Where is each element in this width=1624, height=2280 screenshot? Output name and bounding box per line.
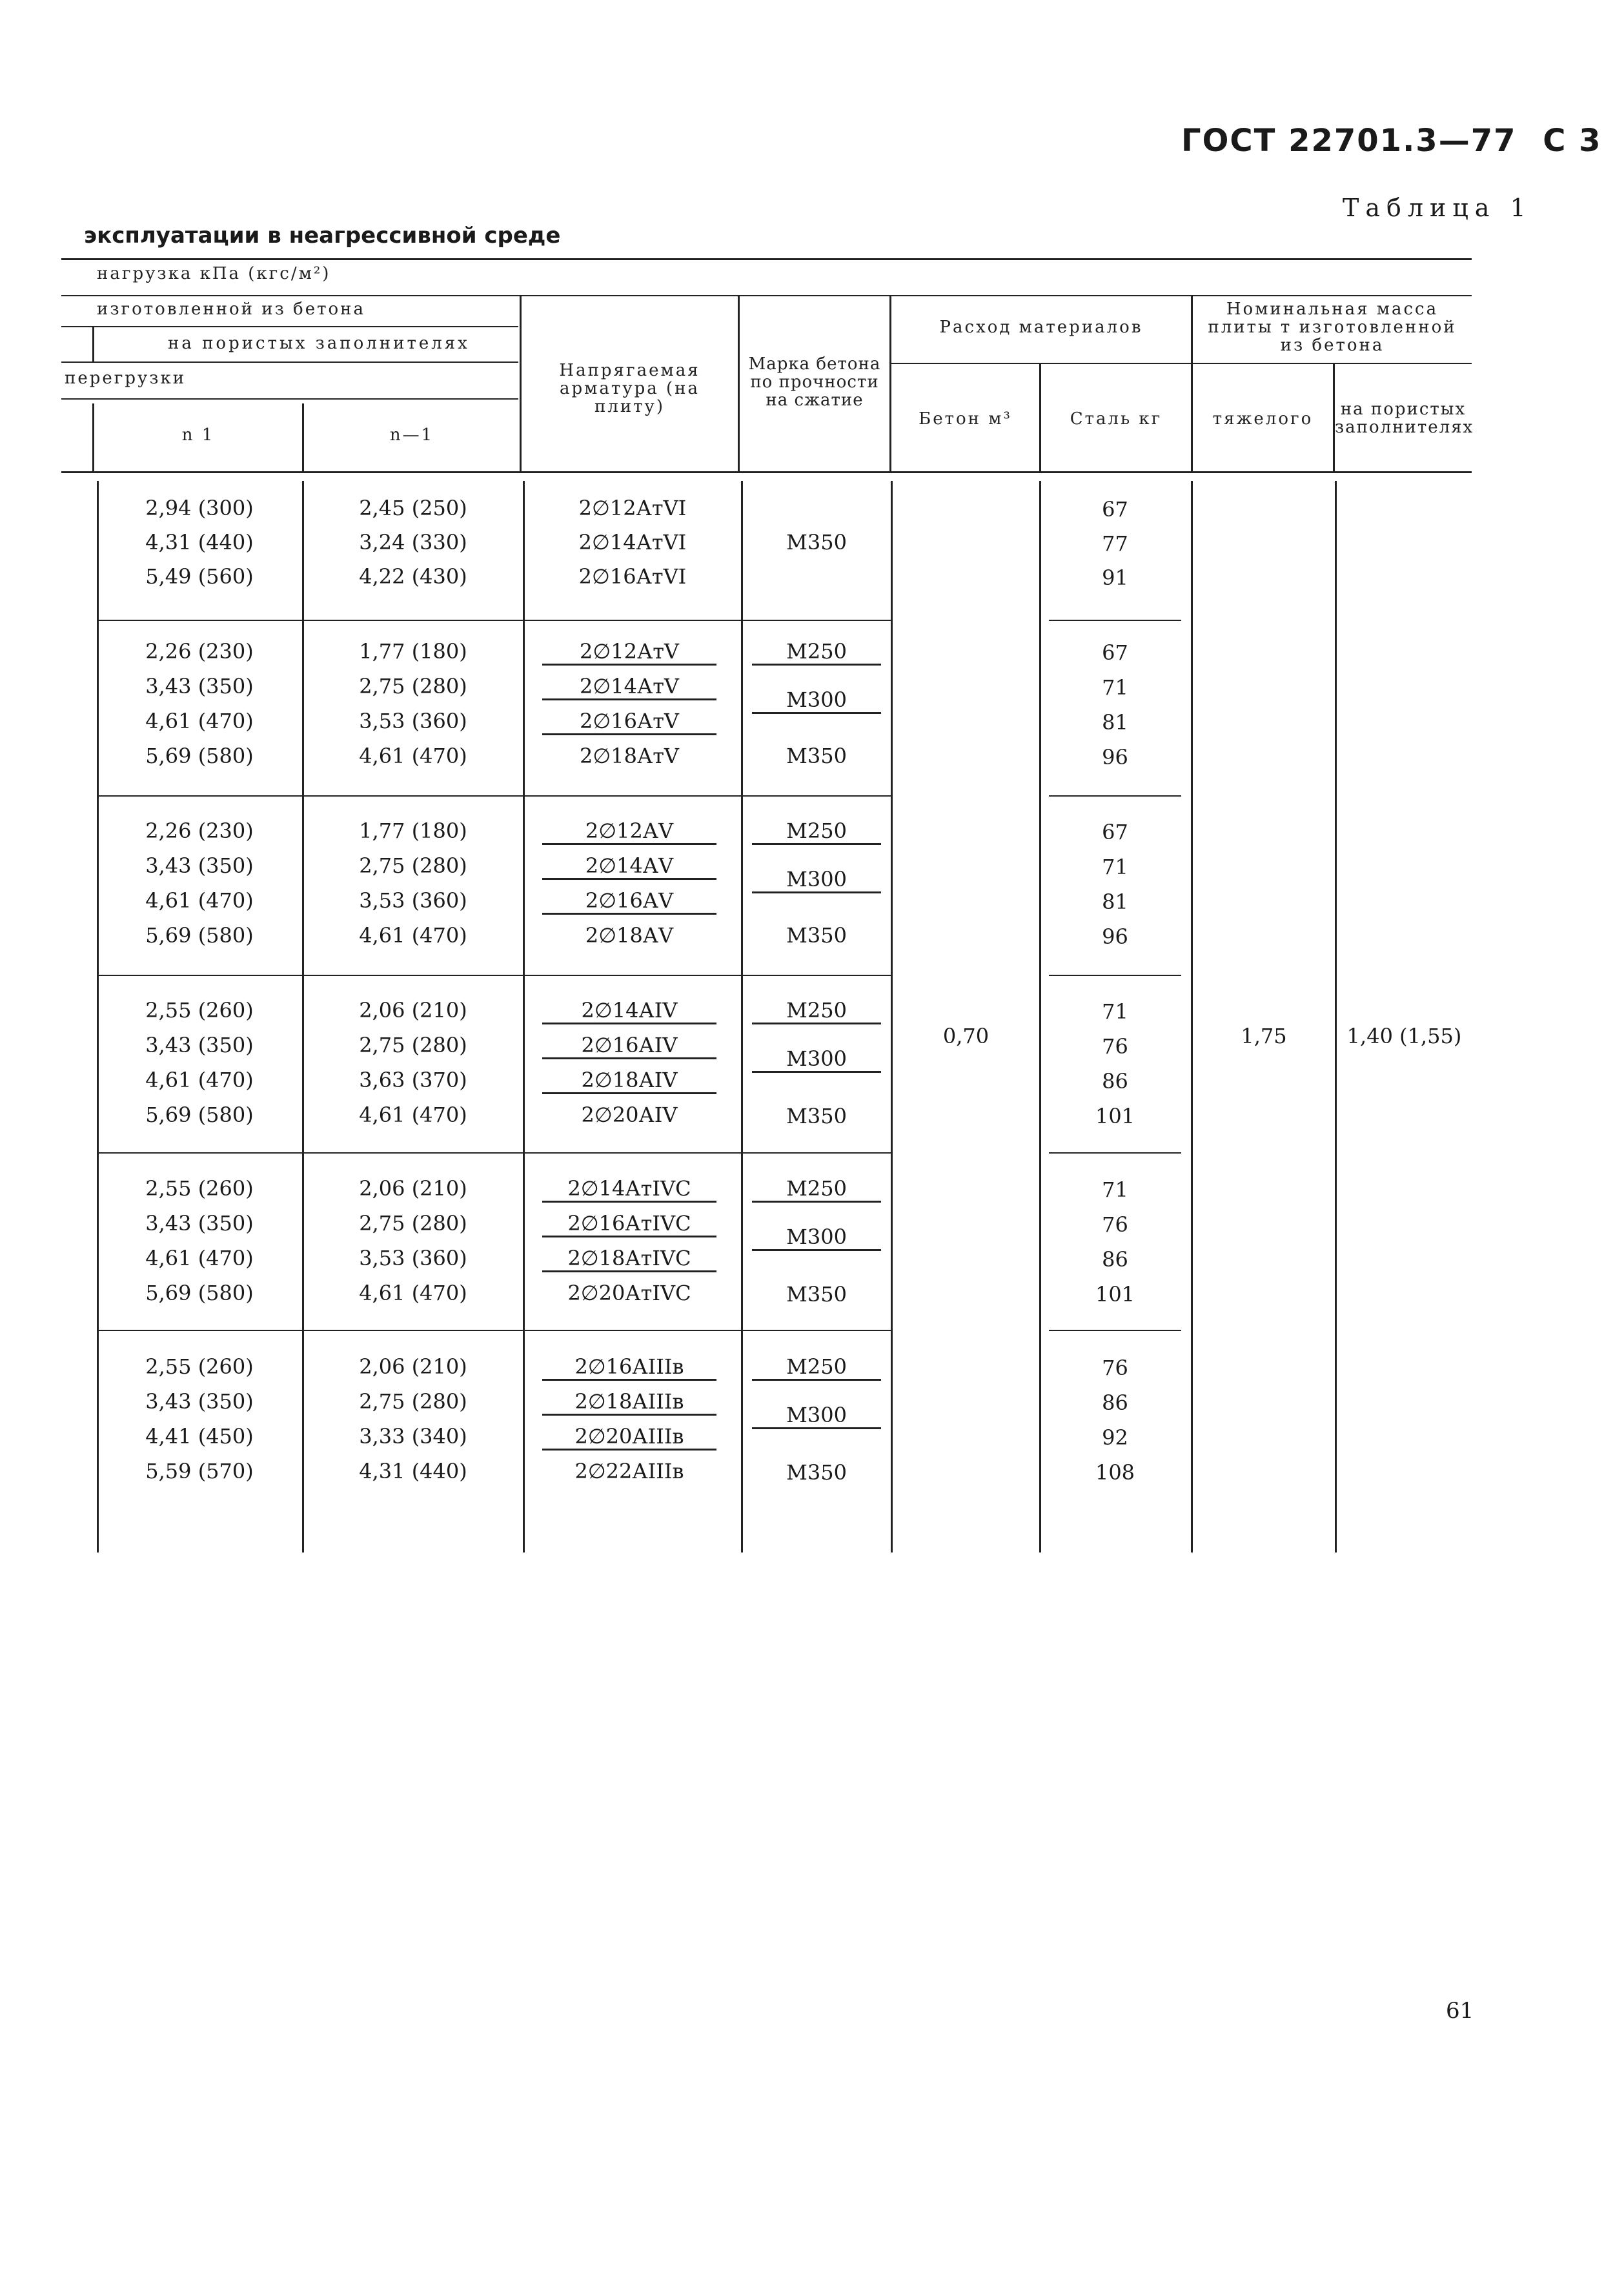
- group-separator: [97, 975, 891, 976]
- hdr-rebar: Напрягаемая арматура (на плиту): [559, 361, 700, 416]
- hdr-concrete-m3: Бетон м³: [919, 409, 1012, 429]
- cell-grade: М250: [752, 998, 881, 1024]
- cell-steel: 108: [1095, 1460, 1135, 1485]
- cell-steel: 76: [1102, 1212, 1128, 1237]
- cell-n1: 3,43 (350): [145, 1033, 254, 1057]
- cell-n0: 4,31 (440): [359, 1459, 467, 1483]
- cell-grade: М350: [786, 530, 847, 555]
- cell-rebar: 2∅18АтV: [580, 744, 679, 768]
- cell-n0: 2,45 (250): [359, 496, 467, 520]
- cell-n0: 3,33 (340): [359, 1424, 467, 1449]
- cell-rebar: 2∅16АтV: [542, 709, 716, 735]
- cell-grade: М350: [786, 1282, 847, 1307]
- cell-n1: 5,59 (570): [145, 1459, 254, 1483]
- cell-rebar: 2∅20АIIIв: [542, 1424, 716, 1450]
- cell-rebar: 2∅12АV: [542, 819, 716, 845]
- cell-n1: 2,94 (300): [145, 496, 254, 520]
- cell-n1: 4,61 (470): [145, 1068, 254, 1092]
- header-bottom-rule: [61, 471, 1472, 473]
- cell-n1: 4,41 (450): [145, 1424, 254, 1449]
- cell-steel: 81: [1102, 710, 1128, 735]
- cell-n0: 2,75 (280): [359, 1211, 467, 1236]
- cell-grade: М250: [752, 819, 881, 845]
- cell-steel: 96: [1102, 924, 1128, 949]
- cell-rebar: 2∅14АтVI: [578, 530, 687, 555]
- table-label: Таблица 1: [1343, 194, 1532, 222]
- cell-n0: 2,06 (210): [359, 1176, 467, 1201]
- shared-mass-heavy: 1,75: [1241, 1024, 1287, 1048]
- cell-steel: 81: [1102, 890, 1128, 914]
- cell-n0: 2,75 (280): [359, 674, 467, 698]
- cell-rebar: 2∅14АтV: [542, 674, 716, 700]
- cell-grade: М300: [752, 687, 881, 714]
- cell-grade: М300: [752, 1403, 881, 1429]
- cell-steel: 86: [1102, 1069, 1128, 1094]
- cell-grade: М350: [786, 1460, 847, 1485]
- cell-steel: 67: [1102, 640, 1128, 665]
- cell-steel: 77: [1102, 531, 1128, 556]
- cell-steel: 76: [1102, 1356, 1128, 1380]
- cell-rebar: 2∅16АIIIв: [542, 1354, 716, 1381]
- cell-n1: 4,61 (470): [145, 709, 254, 733]
- cell-rebar: 2∅20АIV: [581, 1103, 678, 1127]
- group-separator-steel: [1049, 1330, 1181, 1331]
- cell-n1: 3,43 (350): [145, 853, 254, 878]
- cell-rebar: 2∅12АтVI: [578, 496, 687, 520]
- body-vline-8: [1335, 481, 1337, 1552]
- cell-rebar: 2∅18АтIVС: [542, 1246, 716, 1272]
- cell-rebar: 2∅16АтVI: [578, 564, 687, 589]
- hdr-n-minus-1: n—1: [389, 425, 434, 445]
- cell-rebar: 2∅20АтIVС: [567, 1281, 691, 1305]
- body-vline-5: [891, 481, 893, 1552]
- shared-mass-porous: 1,40 (1,55): [1346, 1024, 1462, 1048]
- cell-rebar: 2∅14АIV: [542, 998, 716, 1024]
- cell-n1: 2,55 (260): [145, 1176, 254, 1201]
- cell-n0: 3,24 (330): [359, 530, 467, 555]
- doc-id: ГОСТ 22701.3—77: [1181, 123, 1517, 159]
- group-separator-steel: [1049, 975, 1181, 976]
- hdr-heavy: тяжелого: [1212, 409, 1314, 429]
- cell-n1: 5,69 (580): [145, 1281, 254, 1305]
- cell-n0: 4,61 (470): [359, 744, 467, 768]
- cell-n0: 2,06 (210): [359, 1354, 467, 1379]
- cell-n0: 4,22 (430): [359, 564, 467, 589]
- cell-n1: 4,61 (470): [145, 1246, 254, 1270]
- body-vline-7: [1191, 481, 1193, 1552]
- cell-steel: 86: [1102, 1390, 1128, 1415]
- cell-n1: 4,31 (440): [145, 530, 254, 555]
- cell-n1: 5,49 (560): [145, 564, 254, 589]
- cell-steel: 86: [1102, 1247, 1128, 1272]
- cell-rebar: 2∅14АV: [542, 853, 716, 880]
- group-separator: [97, 620, 891, 621]
- hdr-porous-fillers: на пористых заполнителях: [168, 334, 470, 353]
- cell-n0: 3,63 (370): [359, 1068, 467, 1092]
- hdr-porous: на пористых заполнителях: [1335, 400, 1474, 437]
- header-rule-3: [61, 326, 518, 327]
- cell-n0: 3,53 (360): [359, 1246, 467, 1270]
- cell-grade: М350: [786, 923, 847, 948]
- hdr-overload: перегрузки: [65, 369, 187, 388]
- cell-n1: 4,61 (470): [145, 888, 254, 913]
- cell-n1: 2,26 (230): [145, 819, 254, 843]
- cell-n1: 3,43 (350): [145, 674, 254, 698]
- cell-steel: 67: [1102, 497, 1128, 522]
- cell-n0: 3,53 (360): [359, 709, 467, 733]
- group-separator-steel: [1049, 1152, 1181, 1154]
- page-ref: С 3: [1543, 123, 1602, 159]
- page-number: 61: [1446, 1998, 1474, 2024]
- header-rule-4: [61, 361, 518, 363]
- cell-n0: 4,61 (470): [359, 1281, 467, 1305]
- hdr-nominal-mass: Номинальная масса плиты т изготовленной из бетона: [1208, 300, 1457, 355]
- cell-grade: М300: [752, 1046, 881, 1073]
- cell-n1: 2,26 (230): [145, 639, 254, 664]
- cell-grade: М250: [752, 1354, 881, 1381]
- cell-grade: М350: [786, 1104, 847, 1128]
- hdr-made-from-concrete: изготовленной из бетона: [97, 300, 365, 319]
- cell-rebar: 2∅14АтIVС: [542, 1176, 716, 1203]
- cell-grade: М250: [752, 1176, 881, 1203]
- header-rule-5: [61, 398, 518, 400]
- page-header: [1181, 123, 1602, 159]
- cell-steel: 71: [1102, 999, 1128, 1024]
- cell-rebar: 2∅18АIV: [542, 1068, 716, 1094]
- cell-rebar: 2∅16АтIVС: [542, 1211, 716, 1237]
- cell-steel: 91: [1102, 565, 1128, 590]
- group-separator: [97, 1152, 891, 1154]
- cell-steel: 71: [1102, 855, 1128, 879]
- body-vline-4: [741, 481, 743, 1552]
- cell-n0: 2,75 (280): [359, 1033, 467, 1057]
- cell-rebar: 2∅12АтV: [542, 639, 716, 666]
- cell-n1: 5,69 (580): [145, 1103, 254, 1127]
- cell-n0: 4,61 (470): [359, 1103, 467, 1127]
- header-vline-a: [92, 326, 94, 361]
- cell-n0: 1,77 (180): [359, 819, 467, 843]
- group-separator-steel: [1049, 620, 1181, 621]
- cell-steel: 71: [1102, 1177, 1128, 1202]
- cell-rebar: 2∅16АV: [542, 888, 716, 915]
- cell-steel: 96: [1102, 745, 1128, 769]
- cell-rebar: 2∅16АIV: [542, 1033, 716, 1059]
- hdr-materials: Расход материалов: [939, 318, 1143, 337]
- cell-n0: 2,06 (210): [359, 998, 467, 1023]
- cell-n1: 5,69 (580): [145, 923, 254, 948]
- body-vline-3: [523, 481, 525, 1552]
- cell-rebar: 2∅18АV: [585, 923, 674, 948]
- cell-rebar: 2∅22АIIIв: [574, 1459, 684, 1483]
- cell-steel: 76: [1102, 1034, 1128, 1059]
- header-rule-materials: [889, 363, 1472, 364]
- cell-steel: 101: [1095, 1104, 1135, 1128]
- cell-steel: 71: [1102, 675, 1128, 700]
- cell-steel: 67: [1102, 820, 1128, 844]
- cell-grade: М350: [786, 744, 847, 768]
- hdr-concrete-grade: Марка бетона по прочности на сжатие: [748, 354, 881, 410]
- group-separator-steel: [1049, 795, 1181, 797]
- cell-steel: 101: [1095, 1282, 1135, 1307]
- hdr-n1: n 1: [181, 425, 215, 445]
- cell-n0: 2,75 (280): [359, 1389, 467, 1414]
- hdr-load: нагрузка кПа (кгс/м²): [97, 264, 331, 283]
- cell-n0: 4,61 (470): [359, 923, 467, 948]
- cell-grade: М300: [752, 1225, 881, 1251]
- section-title: эксплуатации в неагрессивной среде: [84, 223, 561, 249]
- cell-grade: М300: [752, 867, 881, 893]
- cell-n0: 1,77 (180): [359, 639, 467, 664]
- cell-n0: 3,53 (360): [359, 888, 467, 913]
- cell-grade: М250: [752, 639, 881, 666]
- cell-n1: 2,55 (260): [145, 1354, 254, 1379]
- header-top-rule: [61, 258, 1472, 260]
- hdr-steel-kg: Сталь кг: [1070, 409, 1162, 429]
- cell-n0: 2,75 (280): [359, 853, 467, 878]
- cell-rebar: 2∅18АIIIв: [542, 1389, 716, 1416]
- cell-n1: 5,69 (580): [145, 744, 254, 768]
- cell-n1: 3,43 (350): [145, 1211, 254, 1236]
- group-separator: [97, 795, 891, 797]
- header-rule-2: [61, 295, 1472, 296]
- cell-steel: 92: [1102, 1425, 1128, 1450]
- group-separator: [97, 1330, 891, 1331]
- shared-concrete-m3: 0,70: [942, 1024, 990, 1048]
- cell-n1: 2,55 (260): [145, 998, 254, 1023]
- cell-n1: 3,43 (350): [145, 1389, 254, 1414]
